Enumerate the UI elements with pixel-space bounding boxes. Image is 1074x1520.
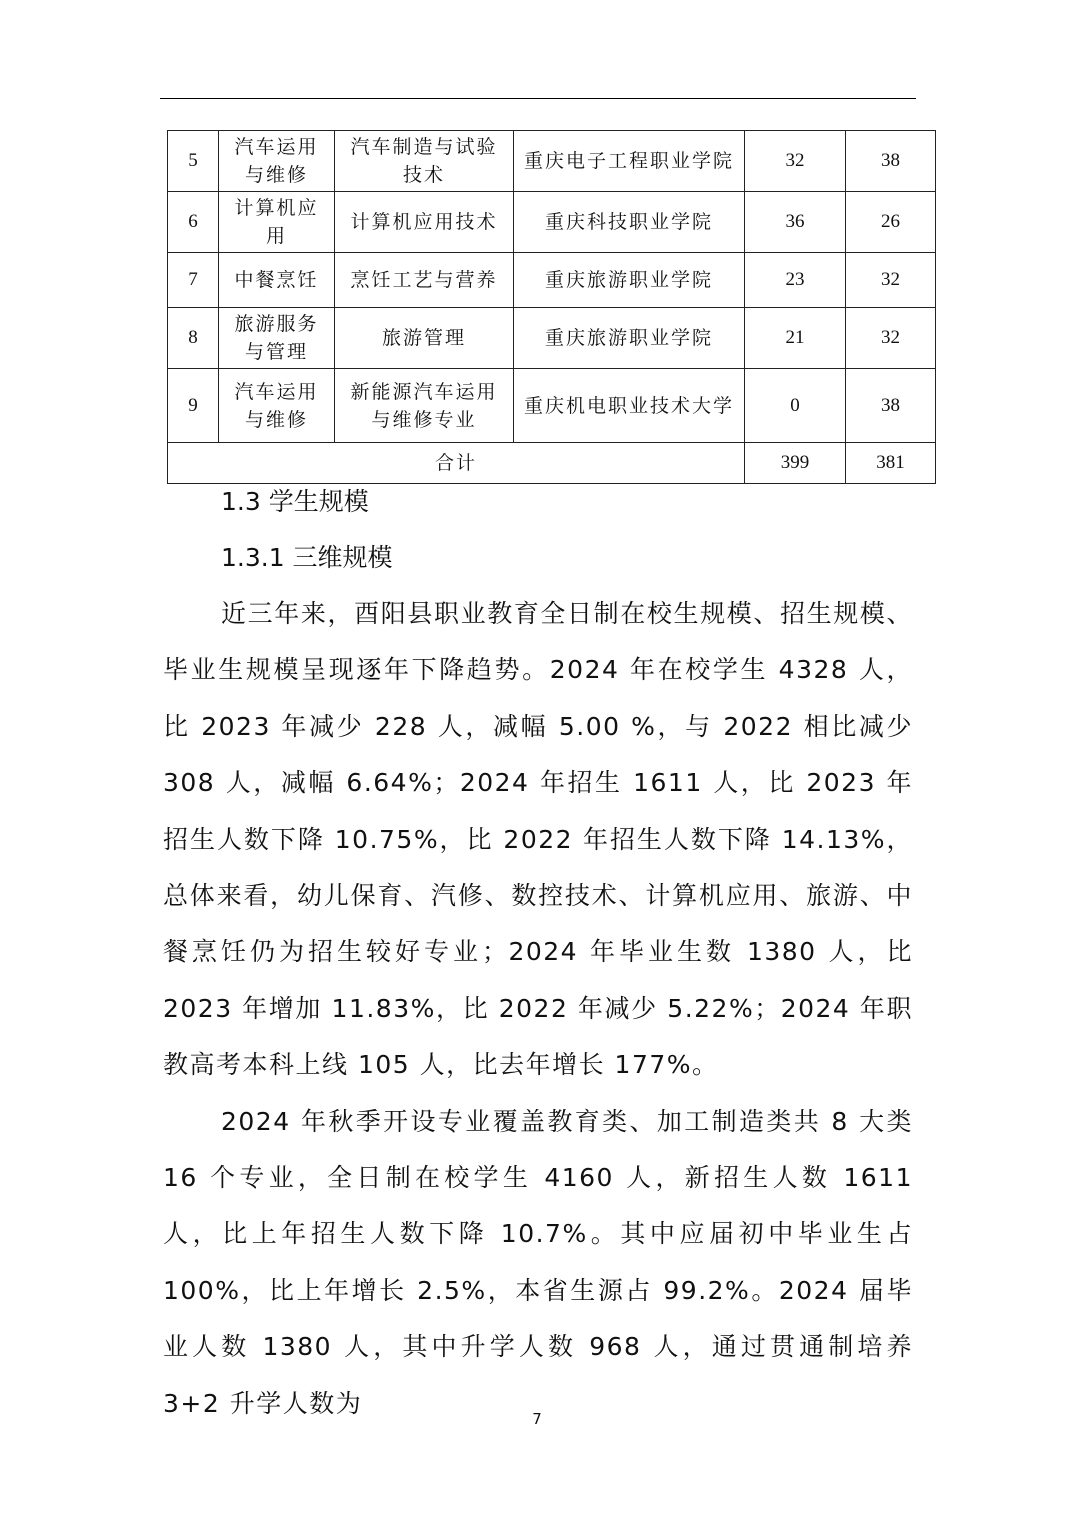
paragraph: 近三年来，酉阳县职业教育全日制在校生规模、招生规模、毕业生规模呈现逐年下降趋势。2024 年在校学生 4328 人，比 2023 年减少 228 人，减幅 5.00 %，与 2022 相比减少 308 人，减幅 6.64%；2024 年招生 1611 人，比 2023 年招生人数下降 10.75%，比 2022 年招生人数下降 14.13%，总体来看，幼儿保育、汽修、数控技术、计算机应用、旅游、中餐烹饪仍为招生较好专业；2024 年毕业生数 1380 人，比 2023 年增加 11.83%，比 2022 年减少 5.22%；2024 年职教高考本科上线 105 人，比去年增长 177%。 (163, 599, 913, 1080)
count-cell-1: 21 (745, 308, 846, 369)
target-major-cell: 新能源汽车运用与维修专业 (335, 369, 514, 443)
section-heading: 1.3 学生规模 (221, 487, 369, 516)
count-cell-2: 38 (846, 369, 936, 443)
table-row (168, 131, 936, 192)
target-major-cell: 烹饪工艺与营养 (335, 253, 514, 308)
row-number: 6 (168, 192, 219, 253)
school-cell: 重庆电子工程职业学院 (514, 131, 745, 192)
school-cell: 重庆机电职业技术大学 (514, 369, 745, 443)
school-cell: 重庆旅游职业学院 (514, 308, 745, 369)
total-count-1: 399 (745, 443, 846, 484)
target-major-cell: 计算机应用技术 (335, 192, 514, 253)
target-major-cell: 汽车制造与试验技术 (335, 131, 514, 192)
row-number: 9 (168, 369, 219, 443)
count-cell-1: 32 (745, 131, 846, 192)
major-cell: 汽车运用与维修 (219, 369, 335, 443)
paragraph: 2024 年秋季开设专业覆盖教育类、加工制造类共 8 大类 16 个专业，全日制在校学生 4160 人，新招生人数 1611 人，比上年招生人数下降 10.7%。其中应届初中毕业生占 100%，比上年增长 2.5%，本省生源占 99.2%。2024 届毕业人数 1380 人，其中升学人数 968 人，通过贯通制培养 3+2 升学人数为 (163, 1106, 913, 1418)
count-cell-2: 38 (846, 131, 936, 192)
row-number: 7 (168, 253, 219, 308)
school-cell: 重庆旅游职业学院 (514, 253, 745, 308)
school-cell: 重庆科技职业学院 (514, 192, 745, 253)
major-cell: 中餐烹饪 (219, 253, 335, 308)
table-total-row (168, 443, 936, 484)
count-cell-1: 23 (745, 253, 846, 308)
target-major-cell: 旅游管理 (335, 308, 514, 369)
row-number: 8 (168, 308, 219, 369)
table-row (168, 369, 936, 443)
count-cell-2: 32 (846, 308, 936, 369)
total-label: 合计 (168, 443, 745, 484)
major-cell: 汽车运用与维修 (219, 131, 335, 192)
count-cell-2: 26 (846, 192, 936, 253)
table-row (168, 308, 936, 369)
table-row (168, 192, 936, 253)
count-cell-2: 32 (846, 253, 936, 308)
major-cell: 旅游服务与管理 (219, 308, 335, 369)
enrollment-table (167, 130, 936, 484)
row-number: 5 (168, 131, 219, 192)
header-rule (160, 98, 916, 99)
count-cell-1: 0 (745, 369, 846, 443)
count-cell-1: 36 (745, 192, 846, 253)
table-row (168, 253, 936, 308)
page-number: 7 (532, 1410, 542, 1428)
body-text (163, 586, 913, 1432)
subsection-heading: 1.3.1 三维规模 (221, 543, 393, 572)
total-count-2: 381 (846, 443, 936, 484)
major-cell: 计算机应用 (219, 192, 335, 253)
